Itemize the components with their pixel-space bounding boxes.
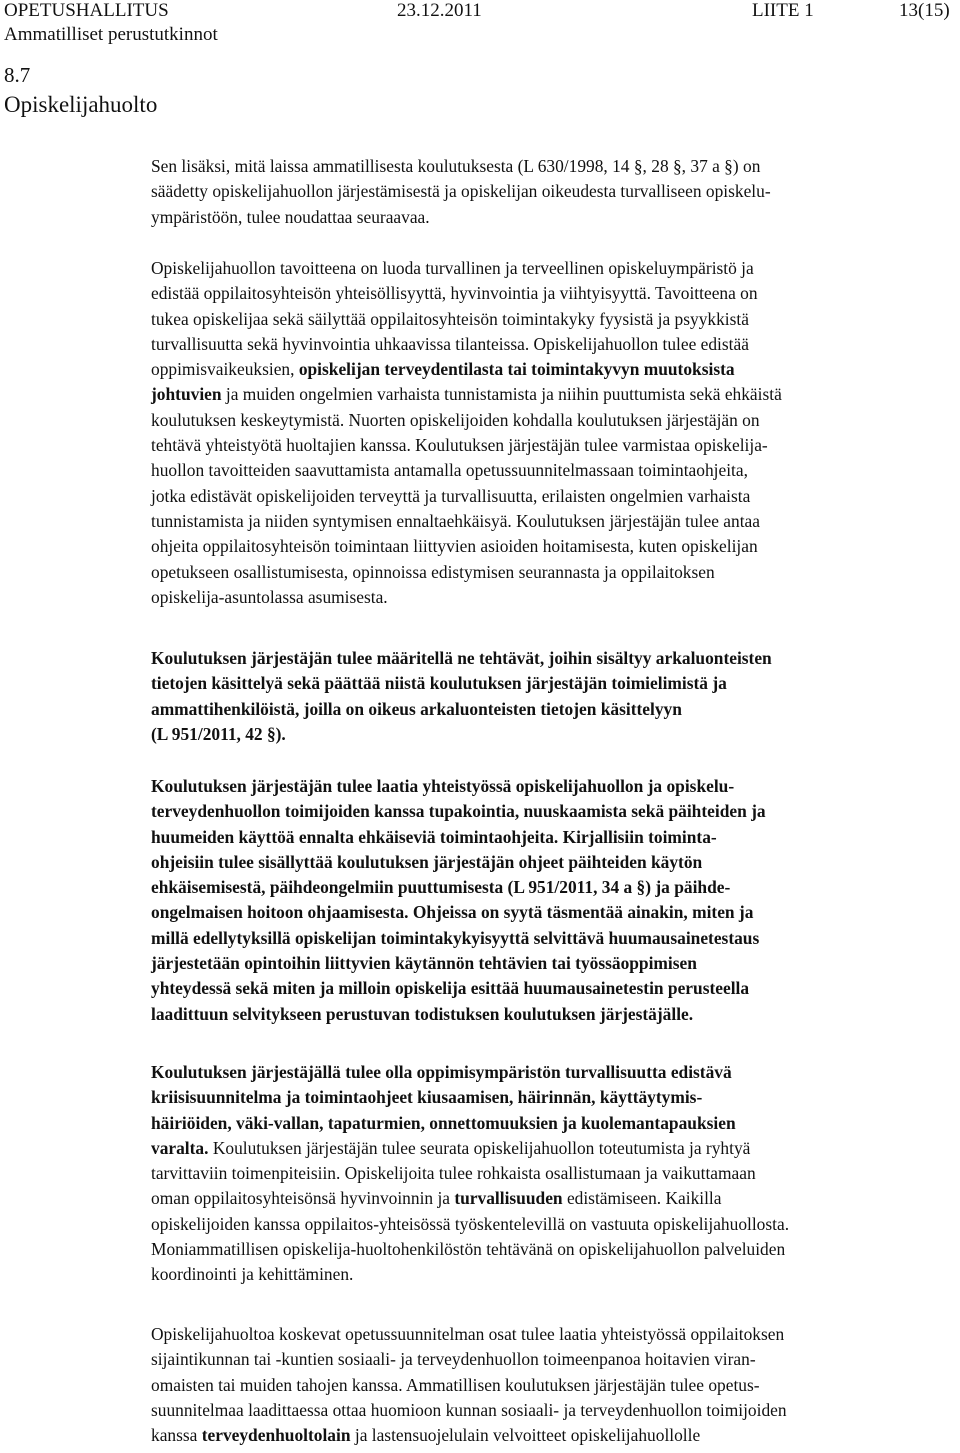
section-title: Opiskelijahuolto	[4, 92, 158, 117]
section-number: 8.7	[4, 63, 31, 87]
paragraph-line	[151, 1186, 951, 1211]
paragraph-line	[151, 900, 951, 925]
paragraph	[151, 646, 951, 747]
paragraph-line	[151, 976, 951, 1001]
text: omaisten tai muiden tahojen kanssa. Ammatillisen koulutuksen järjestäjän tulee opetus-	[151, 1374, 760, 1395]
bold-text: terveydenhuoltolain	[201, 1425, 351, 1446]
appendix-label: LIITE 1	[752, 0, 814, 21]
paragraph-line	[151, 1398, 951, 1423]
bold-text: Koulutuksen järjestäjän tulee määritellä ne tehtävät, joihin sisältyy arkaluonteisten	[151, 648, 772, 668]
bold-text: tietojen käsittelyä sekä päättää niistä koulutuksen järjestäjän toimielimistä ja	[151, 673, 727, 694]
bold-text: ongelmaisen hoitoon ohjaamisesta. Ohjeissa on syytä täsmentää ainakin, miten ja	[151, 902, 754, 923]
text: tunnistamista ja niiden syntymisen ennaltaehkäisyä. Koulutuksen järjestäjän tulee antaa	[151, 510, 760, 531]
text: turvallisuutta sekä hyvinvointia uhkaavissa tilanteissa. Opiskelijahuollon tulee edistää	[151, 333, 749, 354]
bold-text: laadittuun selvitykseen perustuvan todistuksen koulutuksen järjestäjälle.	[151, 1003, 694, 1024]
paragraph-line	[151, 560, 951, 585]
bold-text: terveydenhuollon toimijoiden kanssa tupakointia, nuuskaamista sekä päihteiden ja	[151, 801, 766, 822]
paragraph-line	[151, 154, 951, 179]
paragraph-line	[151, 722, 951, 747]
bold-text: järjestetään opintoihin liittyvien käytännön tehtävien tai työssäoppimisen	[151, 953, 697, 974]
paragraph-line	[151, 1347, 951, 1372]
bold-text: millä edellytyksillä opiskelijan toimintakykyisyyttä selvittävä huumausainetestaus	[151, 927, 760, 948]
paragraph-line	[151, 1322, 951, 1347]
paragraph-line	[151, 332, 951, 357]
paragraph-line	[151, 1060, 951, 1085]
bold-text: ohjeisiin tulee sisällyttää koulutuksen järjestäjän ohjeet päihteiden käytön	[151, 851, 703, 872]
text: edistää oppilaitosyhteisön yhteisöllisyyttä, hyvinvointia ja viihtyisyyttä. Tavoitteena on	[151, 283, 758, 304]
paragraph-line	[151, 1423, 951, 1448]
bold-text: johtuvien	[151, 384, 222, 405]
paragraph	[151, 1322, 951, 1448]
paragraph-line	[151, 850, 951, 875]
document-subtitle: Ammatilliset perustutkinnot	[4, 24, 218, 45]
paragraph-line	[151, 799, 951, 824]
paragraph-line	[151, 1212, 951, 1237]
text: opetukseen osallistumisesta, opinnoissa edistymisen seurannasta ja oppilaitoksen	[151, 561, 715, 582]
paragraph-line	[151, 926, 951, 951]
paragraph-line	[151, 671, 951, 696]
bold-text: turvallisuuden	[454, 1188, 563, 1209]
paragraph	[151, 1060, 951, 1288]
paragraph-line	[151, 433, 951, 458]
paragraph-line	[151, 484, 951, 509]
paragraph-line	[151, 281, 951, 306]
text: tarvittaviin toimenpiteisiin. Opiskelijoita tulee rohkaista osallistumaan ja vaikuttamaan	[151, 1163, 756, 1184]
text: Opiskelijahuoltoa koskevat opetussuunnitelman osat tulee laatia yhteistyössä oppilaitoksen	[151, 1324, 785, 1344]
paragraph-line	[151, 1085, 951, 1110]
text: huollon tavoitteiden saavuttamista antamalla opetussuunnitelmassaan toimintaohjeita,	[151, 460, 748, 481]
text: kanssa	[151, 1425, 202, 1446]
paragraph-line	[151, 585, 951, 610]
bold-text: kriisisuunnitelma ja toimintaohjeet kiusaamisen, häirinnän, käyttäytymis-	[151, 1087, 703, 1108]
paragraph-line	[151, 774, 951, 799]
bold-text: Koulutuksen järjestäjällä tulee olla oppimisympäristön turvallisuutta edistävä	[151, 1062, 732, 1082]
paragraph-line	[151, 951, 951, 976]
text: opiskelija-asuntolassa asumisesta.	[151, 586, 388, 607]
bold-text: ammattihenkilöistä, joilla on oikeus arkaluonteisten tietojen käsittelyyn	[151, 698, 682, 719]
text: koulutuksen keskeytymistä. Nuorten opiskelijoiden kohdalla koulutuksen järjestäjän on	[151, 409, 760, 430]
header-date: 23.12.2011	[397, 0, 482, 21]
text: tukea opiskelijaa sekä säilyttää oppilaitosyhteisön toimintakyky fyysistä ja psyykkistä	[151, 308, 749, 329]
paragraph	[151, 256, 951, 610]
bold-text: Koulutuksen järjestäjän tulee laatia yhteistyössä opiskelijahuollon ja opiskelu-	[151, 776, 735, 796]
paragraph-line	[151, 179, 951, 204]
text: oppimisvaikeuksien,	[151, 359, 299, 380]
text: oman oppilaitosyhteisönsä hyvinvoinnin ja	[151, 1188, 455, 1209]
paragraph-line	[151, 646, 951, 671]
paragraph-line	[151, 357, 951, 382]
page-number: 13(15)	[899, 0, 950, 21]
paragraph-line	[151, 1373, 951, 1398]
text: Sen lisäksi, mitä laissa ammatillisesta koulutuksesta (L 630/1998, 14 §, 28 §, 37 a §) on	[151, 156, 761, 176]
paragraph-line	[151, 1136, 951, 1161]
text: Koulutuksen järjestäjän tulee seurata opiskelijahuollon toteutumista ja ryhtyä	[208, 1137, 751, 1158]
paragraph-line	[151, 509, 951, 534]
paragraph-line	[151, 1002, 951, 1027]
text: ohjeita oppilaitosyhteisön toimintaan liittyvien asioiden hoitamisesta, kuten opiskelijan	[151, 536, 758, 557]
text: ympäristöön, tulee noudattaa seuraavaa.	[151, 206, 430, 227]
paragraph-line	[151, 408, 951, 433]
text: sijaintikunnan tai -kuntien sosiaali- ja terveydenhuollon toimeenpanoa hoitavien viran-	[151, 1349, 756, 1370]
bold-text: opiskelijan terveydentilasta tai toimintakyvyn muutoksista	[298, 359, 735, 380]
text: tehtävä yhteistyötä huoltajien kanssa. Koulutuksen järjestäjän tulee varmistaa opiskelija-	[151, 435, 768, 456]
paragraph-line	[151, 307, 951, 332]
paragraph	[151, 774, 951, 1027]
paragraph-line	[151, 1262, 951, 1287]
text: edistämiseen. Kaikilla	[562, 1188, 722, 1209]
paragraph	[151, 154, 951, 230]
paragraph-line	[151, 205, 951, 230]
paragraph-line	[151, 1161, 951, 1186]
paragraph-line	[151, 1237, 951, 1262]
paragraph-line	[151, 256, 951, 281]
paragraph-line	[151, 1111, 951, 1136]
bold-text: varalta.	[151, 1137, 209, 1158]
org-name: OPETUSHALLITUS	[4, 0, 169, 21]
text: opiskelijoiden kanssa oppilaitos-yhteisössä työskentelevillä on vastuuta opiskelijahuollosta.	[151, 1213, 790, 1234]
text: Opiskelijahuollon tavoitteena on luoda turvallinen ja terveellinen opiskeluympäristö ja	[151, 258, 754, 278]
paragraph-line	[151, 875, 951, 900]
paragraph-line	[151, 697, 951, 722]
text: Moniammatillisen opiskelija-huoltohenkilöstön tehtävänä on opiskelijahuollon palveluiden	[151, 1239, 786, 1260]
text: säädetty opiskelijahuollon järjestämisestä ja opiskelijan oikeudesta turvalliseen opiskelu-	[151, 181, 771, 202]
text: koordinointi ja kehittäminen.	[151, 1264, 354, 1285]
paragraph-line	[151, 534, 951, 559]
paragraph-line	[151, 382, 951, 407]
text: ja lastensuojelulain velvoitteet opiskelijahuollolle	[350, 1425, 701, 1446]
text: suunnitelmaa laadittaessa ottaa huomioon kunnan sosiaali- ja terveydenhuollon toimijoiden	[151, 1399, 787, 1420]
page-header	[0, 0, 960, 72]
text: jotka edistävät opiskelijoiden terveyttä ja turvallisuutta, erilaisten ongelmien varhaista	[151, 485, 751, 506]
paragraph-line	[151, 458, 951, 483]
bold-text: huumeiden käyttöä ennalta ehkäiseviä toimintaohjeita. Kirjallisiin toiminta-	[151, 826, 717, 847]
paragraph-line	[151, 825, 951, 850]
bold-text: yhteydessä sekä miten ja milloin opiskelija esittää huumausainetestin perusteella	[151, 978, 750, 999]
text: ja muiden ongelmien varhaista tunnistamista ja niihin puuttumista sekä ehkäistä	[221, 384, 782, 405]
bold-text: (L 951/2011, 42 §).	[151, 723, 286, 744]
bold-text: ehkäisemisestä, päihdeongelmiin puuttumisesta (L 951/2011, 34 a §) ja päihde-	[151, 877, 731, 898]
bold-text: häiriöiden, väki-vallan, tapaturmien, onnettomuuksien ja kuolemantapauksien	[151, 1112, 736, 1133]
